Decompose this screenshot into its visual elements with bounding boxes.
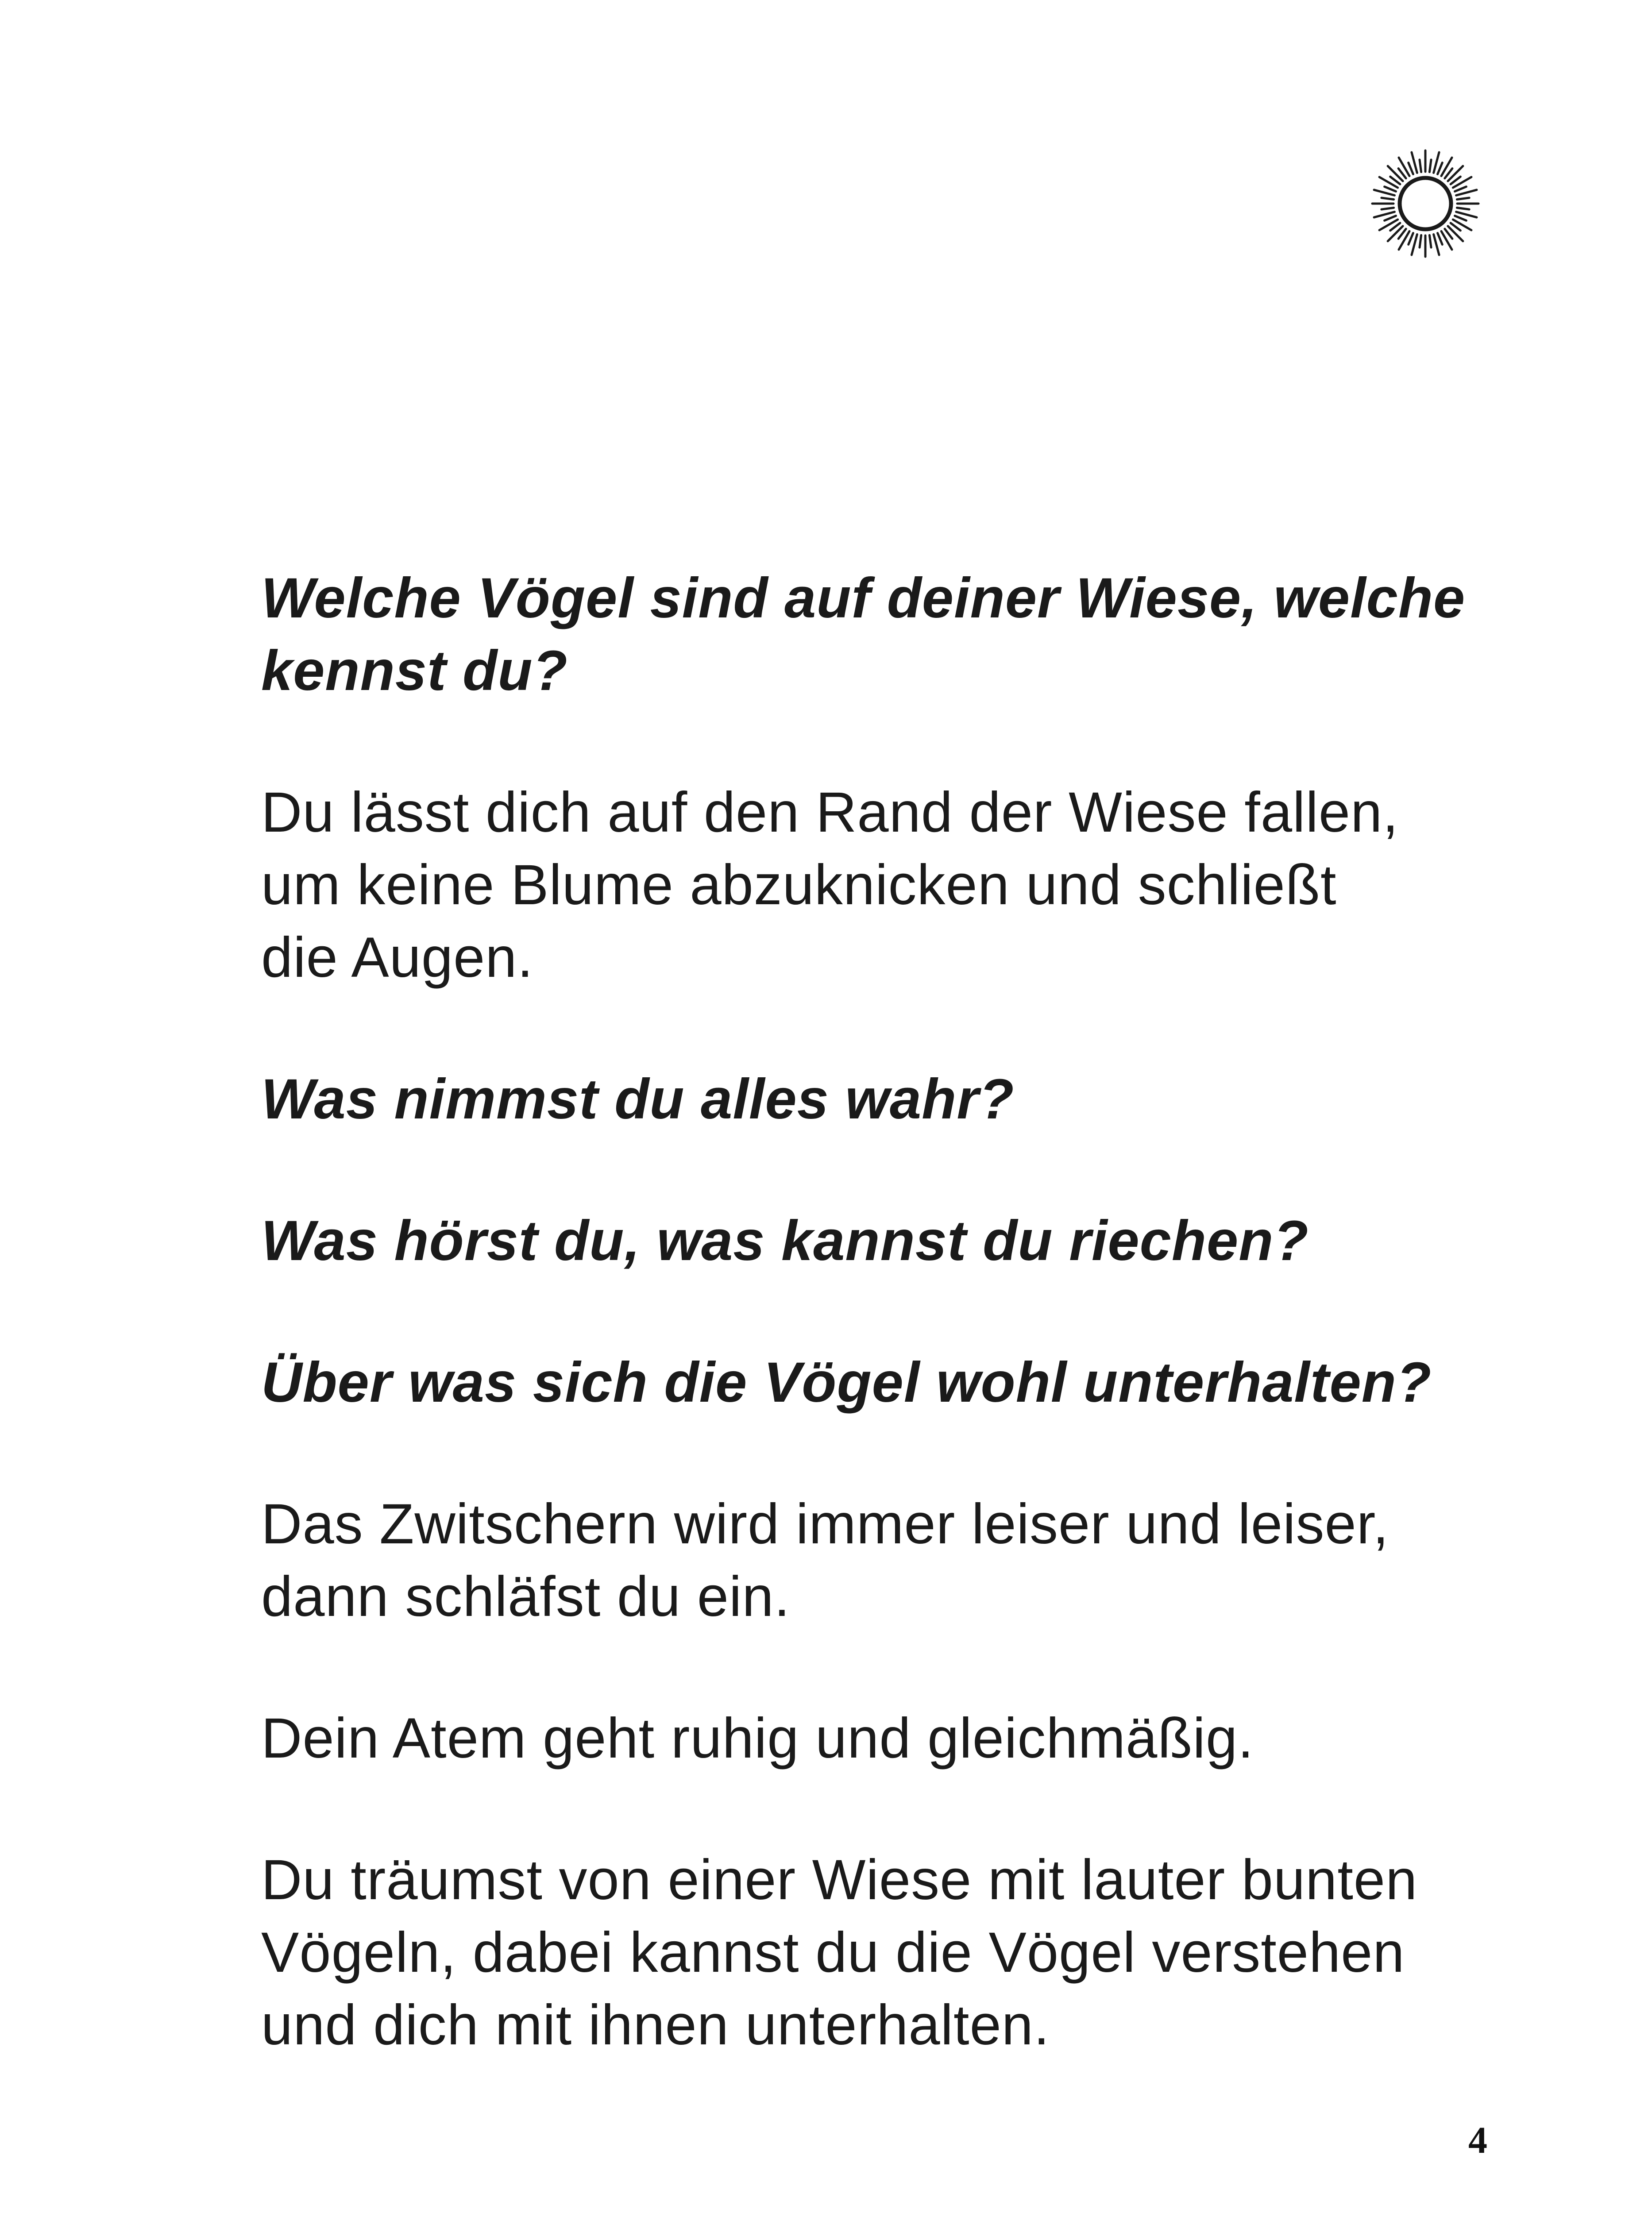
sun-ray [1457, 208, 1469, 209]
paragraph-chirping [261, 1488, 1527, 1633]
sun-ray [1429, 160, 1431, 172]
sun-ray [1457, 198, 1469, 200]
text-line: Vögeln, dabei kannst du die Vögel verstehen [261, 1921, 1405, 1984]
question-birds-talk [261, 1346, 1527, 1419]
sun-ray [1455, 216, 1467, 221]
sun-ray [1448, 226, 1463, 241]
sun-ray [1453, 220, 1471, 230]
sun-ray [1385, 187, 1396, 192]
sun-ray [1409, 163, 1413, 174]
sun-ray [1420, 160, 1421, 172]
sun-ray [1382, 208, 1394, 209]
paragraph-meadow-edge [261, 776, 1527, 994]
question-perceive [261, 1063, 1527, 1136]
sun-ray [1441, 158, 1452, 176]
sun-ray [1399, 231, 1409, 250]
sun-ray [1455, 187, 1467, 192]
paragraph-breath [261, 1702, 1527, 1775]
text-line: Über was sich die Vögel wohl unterhalten? [261, 1351, 1432, 1414]
sun-ray [1420, 235, 1421, 247]
sun-ray [1379, 220, 1398, 230]
text-line: um keine Blume abzuknicken und schließt [261, 853, 1337, 917]
sun-ray [1429, 235, 1431, 247]
page-number: 4 [1468, 2119, 1487, 2161]
sun-ray [1453, 177, 1471, 188]
sun-ray [1438, 163, 1443, 174]
story-text [261, 562, 1527, 2062]
text-line: Welche Vögel sind auf deiner Wiese, welche [261, 567, 1466, 630]
sun-ray [1448, 166, 1463, 181]
sun-ray [1385, 216, 1396, 221]
text-line: Du lässt dich auf den Rand der Wiese fallen, [261, 781, 1399, 844]
text-line: dann schläfst du ein. [261, 1565, 791, 1628]
text-line: die Augen. [261, 926, 533, 989]
paragraph-dream [261, 1844, 1527, 2062]
sun-ray [1399, 158, 1409, 176]
question-hear-smell [261, 1205, 1527, 1277]
sun-ray [1388, 226, 1403, 241]
text-line: Was hörst du, was kannst du riechen? [261, 1209, 1309, 1272]
sun-ray [1438, 233, 1443, 245]
sun-ray [1382, 198, 1394, 200]
text-line: Du träumst von einer Wiese mit lauter bunten [261, 1848, 1418, 1912]
text-line: Dein Atem geht ruhig und gleichmäßig. [261, 1707, 1254, 1770]
sun-icon [1370, 148, 1481, 259]
text-line: kennst du? [261, 639, 568, 702]
sun-ray [1441, 231, 1452, 250]
sun-ray [1388, 166, 1403, 181]
question-birds [261, 562, 1527, 707]
sun-ray [1409, 233, 1413, 245]
text-line: und dich mit ihnen unterhalten. [261, 1993, 1050, 2057]
text-line: Das Zwitschern wird immer leiser und leiser, [261, 1492, 1389, 1556]
text-line: Was nimmst du alles wahr? [261, 1068, 1015, 1131]
sun-ray [1379, 177, 1398, 188]
